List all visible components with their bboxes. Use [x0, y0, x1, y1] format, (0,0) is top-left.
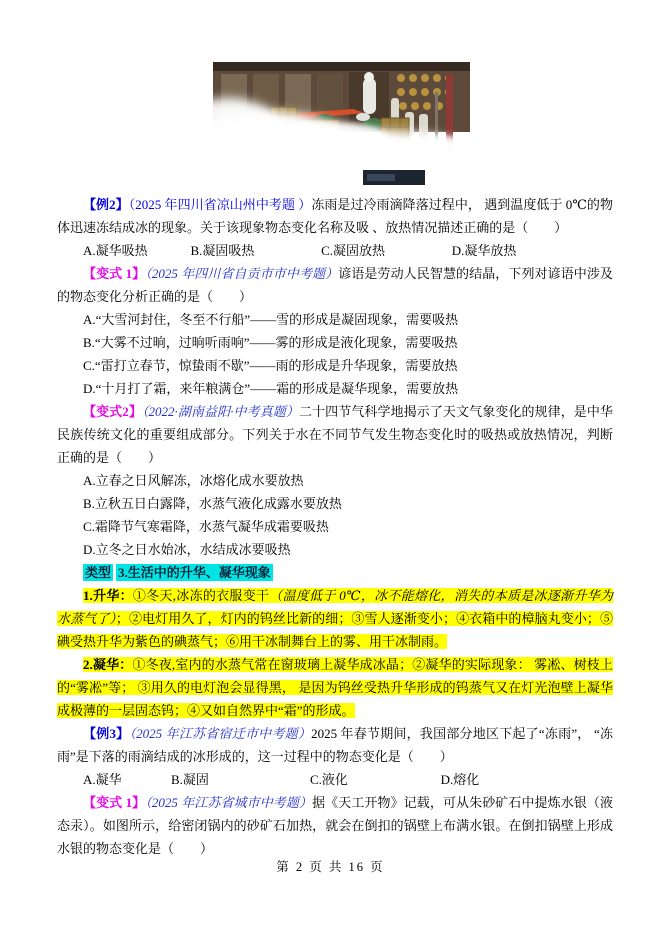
deposition-lead: 2.凝华：	[83, 657, 133, 672]
page-number-footer: 第 2 页 共 16 页	[276, 860, 385, 874]
problem-ex3-text: 2025 年春节期间，我国部分地区下起了“冻雨”， “冻雨”是下落的雨滴结成的冰形成的，这一过程中的物态变化是（ ）	[57, 726, 613, 764]
problem-var2-tag: 【变式2】	[83, 404, 142, 419]
problem-var1a-text: 谚语是劳动人民智慧的结晶，下列对谚语中涉及的物态变化分析正确的是（ ）	[57, 266, 613, 304]
option-a: A.凝华	[83, 772, 122, 787]
problem-var2-citation: （2022·湖南益阳·中考真题）	[141, 404, 299, 419]
problem-ex3-options	[0, 768, 661, 791]
problem-var1a-stem	[0, 262, 661, 308]
problem-ex2-stem	[0, 193, 661, 239]
problem-ex2-tag: 【例2】	[83, 197, 129, 212]
option-d: D.“十月打了霜，来年粮满仓”——霜的形成是凝华现象，需要放热	[83, 381, 459, 396]
option-b: B.凝固吸热	[190, 243, 255, 258]
problem-ex2-citation: （2025 年四川省凉山州中考题 ）	[128, 197, 312, 212]
option-a: A.“大雪河封住，冬至不行船”——雪的形成是凝固现象，需要吸热	[83, 312, 459, 327]
sublimation-text-2: ；②电灯用久了，灯内的钨丝比新的细；③雪人逐渐变小；④衣箱中的樟脑丸变小；⑤碘受热升华为紫色的碘蒸气；⑥用干冰制舞台上的雾、用干冰制雨。	[57, 611, 613, 649]
option-c: C.“雷打立春节，惊蛰雨不歇”——雨的形成是升华现象，需要放热	[83, 358, 458, 373]
problem-ex3-citation: （2025 年江苏省宿迁市中考题）	[129, 726, 312, 741]
problem-var1b-citation: （2025 年江苏省城市中考题）	[145, 795, 313, 810]
option-c: C.液化	[309, 772, 348, 787]
option-a: A.凝华吸热	[83, 243, 148, 258]
deposition-notes	[0, 653, 661, 722]
sublimation-lead: 1.升华：	[83, 588, 133, 603]
document-body	[0, 193, 661, 860]
temple-fog-illustration	[213, 62, 470, 185]
sublimation-script-note: （温度低于 0℃，冰不能熔化，消失的本质是冰逐渐升华为水蒸气了）	[57, 588, 613, 626]
temple-fog-photo	[213, 62, 470, 185]
option-c: C.霜降节气寒霜降，水蒸气凝华成霜要吸热	[83, 519, 329, 534]
sublimation-notes	[0, 584, 661, 653]
option-a: A.立春之日风解冻，冰熔化成水要放热	[83, 473, 304, 488]
problem-var1a-citation: （2025 年四川省自贡市市中考题）	[145, 266, 339, 281]
problem-var2-stem	[0, 400, 661, 469]
option-d: D.熔化	[440, 772, 480, 787]
problem-ex3-stem	[0, 722, 661, 768]
type-heading-label: 类型	[85, 565, 112, 580]
problem-var1b-tag: 【变式 1】	[83, 795, 146, 810]
problem-ex3-tag: 【例3】	[83, 726, 130, 741]
option-d: D.凝华放热	[451, 243, 517, 258]
option-c: C.凝固放热	[321, 243, 386, 258]
option-b: B.凝固	[170, 772, 209, 787]
problem-var1b-stem	[0, 791, 661, 860]
type-heading-title: 3.生活中的升华、凝华现象	[118, 565, 271, 580]
problem-ex2-options	[0, 239, 661, 262]
type-heading	[0, 561, 661, 584]
problem-var1a-tag: 【变式 1】	[83, 266, 146, 281]
option-b: B.“大雾不过晌，过晌听雨响”——雾的形成是液化现象，需要吸热	[83, 335, 458, 350]
deposition-text: ①冬夜,室内的水蒸气常在窗玻璃上凝华成冰晶；②凝华的实际现象： 雾凇、树枝上的“雾凇”等； ③用久的电灯泡会显得黑， 是因为钨丝受热升华形成的钨蒸气又在灯光泡壁上凝华成极薄的一层固态钨；④又如自然界中“霜”的形成。	[57, 657, 613, 718]
problem-var2-text: 二十四节气科学地揭示了天文气象变化的规律，是中华民族传统文化的重要组成部分。下列关于水在不同节气发生物态变化时的吸热或放热情况，判断正确的是（ ）	[57, 404, 613, 465]
option-b: B.立秋五日白露降，水蒸气液化成露水要放热	[83, 496, 342, 511]
sublimation-text-1: ①冬天,冰冻的衣服变干	[132, 588, 270, 603]
problem-ex2-text: 冻雨是过冷雨滴降落过程中， 遇到温度低于 0℃的物体迅速冻结成冰的现象。关于该现象物态变化名称及吸 、放热情况描述正确的是（ ）	[57, 197, 613, 235]
option-d: D.立冬之日水始冰，水结成冰要吸热	[83, 542, 291, 557]
problem-var1b-text: 据《天工开物》记载，可从朱砂矿石中提炼水银（液态汞）。如图所示，给密闭锅内的砂矿石加热，就会在倒扣的锅壁上布满水银。在倒扣锅壁上形成水银的物态变化是（ ）	[57, 795, 613, 856]
